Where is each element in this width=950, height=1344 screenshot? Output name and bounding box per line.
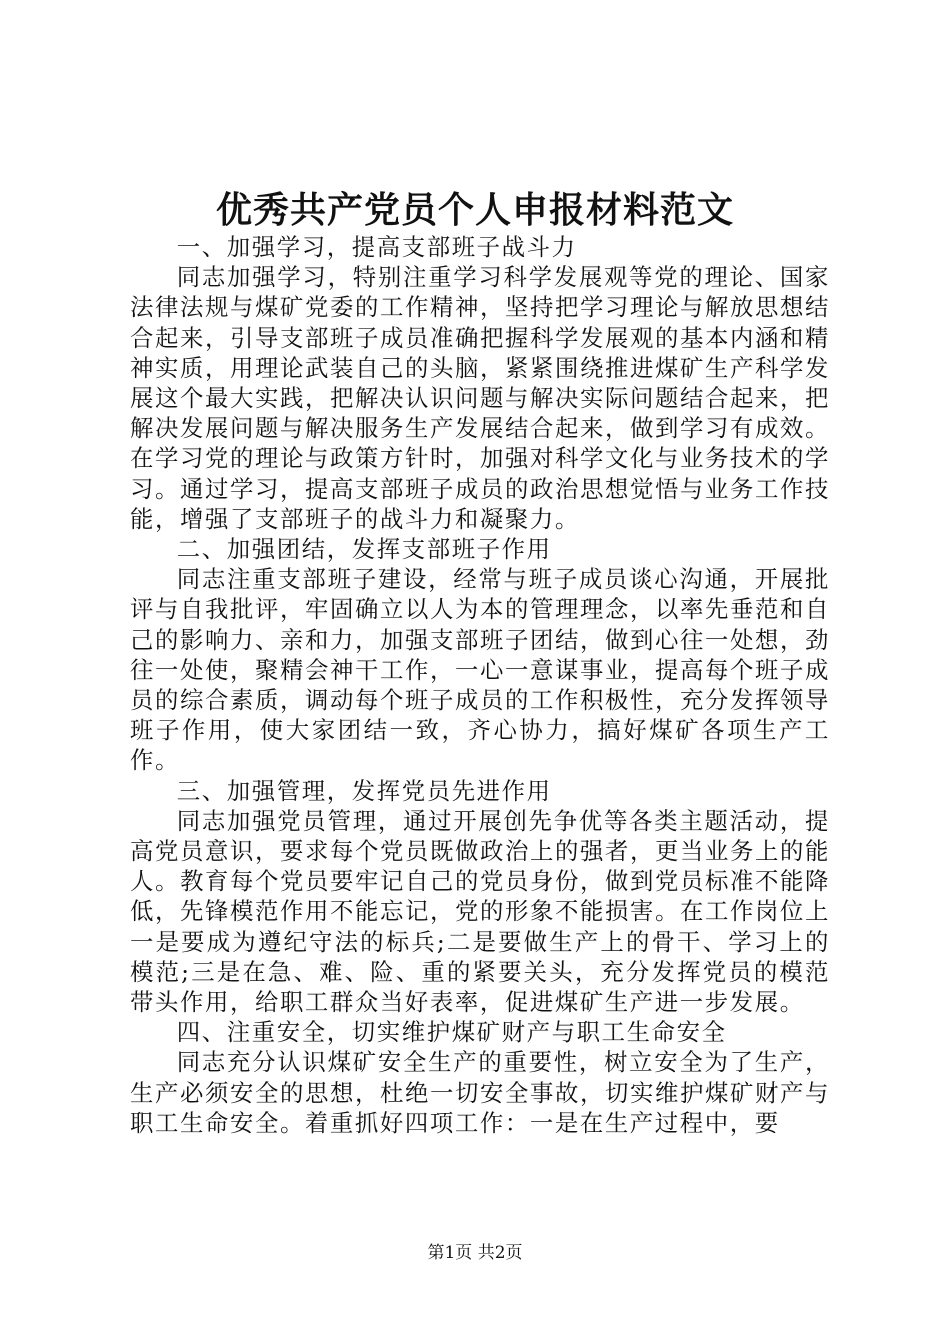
document-title: 优秀共产党员个人申报材料范文 <box>215 189 734 231</box>
document-body <box>130 232 830 1138</box>
paragraph-3: 同志加强党员管理，通过开展创先争优等各类主题活动，提高党员意识，要求每个党员既做政治上的强者，更当业务上的能人。教育每个党员要牢记自己的党员身份，做到党员标准不能降低，先锋模范作用不能忘记，党的形象不能损害。在工作岗位上一是要成为遵纪守法的标兵;二是要做生产上的骨干、学习上的模范;三是在急、难、险、重的紧要关头，充分发挥党员的模范带头作用，给职工群众当好表率，促进煤矿生产进一步发展。 <box>130 806 830 1017</box>
section-heading-4: 四、注重安全，切实维护煤矿财产与职工生命安全 <box>176 1018 727 1047</box>
paragraph-2: 同志注重支部班子建设，经常与班子成员谈心沟通，开展批评与自我批评，牢固确立以人为本的管理理念，以率先垂范和自己的影响力、亲和力，加强支部班子团结，做到心往一处想，劲往一处使，聚精会神干工作，一心一意谋事业，提高每个班子成员的综合素质，调动每个班子成员的工作积极性，充分发挥领导班子作用，使大家团结一致，齐心协力，搞好煤矿各项生产工作。 <box>130 565 830 775</box>
paragraph-4: 同志充分认识煤矿安全生产的重要性，树立安全为了生产，生产必须安全的思想，杜绝一切安全事故，切实维护煤矿财产与职工生命安全。着重抓好四项工作：一是在生产过程中，要 <box>130 1048 830 1137</box>
section-heading-3: 三、加强管理，发挥党员先进作用 <box>176 776 552 805</box>
section-heading-2: 二、加强团结，发挥支部班子作用 <box>176 535 552 564</box>
paragraph-1: 同志加强学习，特别注重学习科学发展观等党的理论、国家法律法规与煤矿党委的工作精神，坚持把学习理论与解放思想结合起来，引导支部班子成员准确把握科学发展观的基本内涵和精神实质，用理论武装自己的头脑，紧紧围绕推进煤矿生产科学发展这个最大实践，把解决认识问题与解决实际问题结合起来，把解决发展问题与解决服务生产发展结合起来，做到学习有成效。在学习党的理论与政策方针时，加强对科学文化与业务技术的学习。通过学习，提高支部班子成员的政治思想觉悟与业务工作技能，增强了支部班子的战斗力和凝聚力。 <box>130 263 830 533</box>
section-heading-1: 一、加强学习，提高支部班子战斗力 <box>176 233 577 261</box>
page-footer: 第1页 共2页 <box>427 1243 523 1263</box>
